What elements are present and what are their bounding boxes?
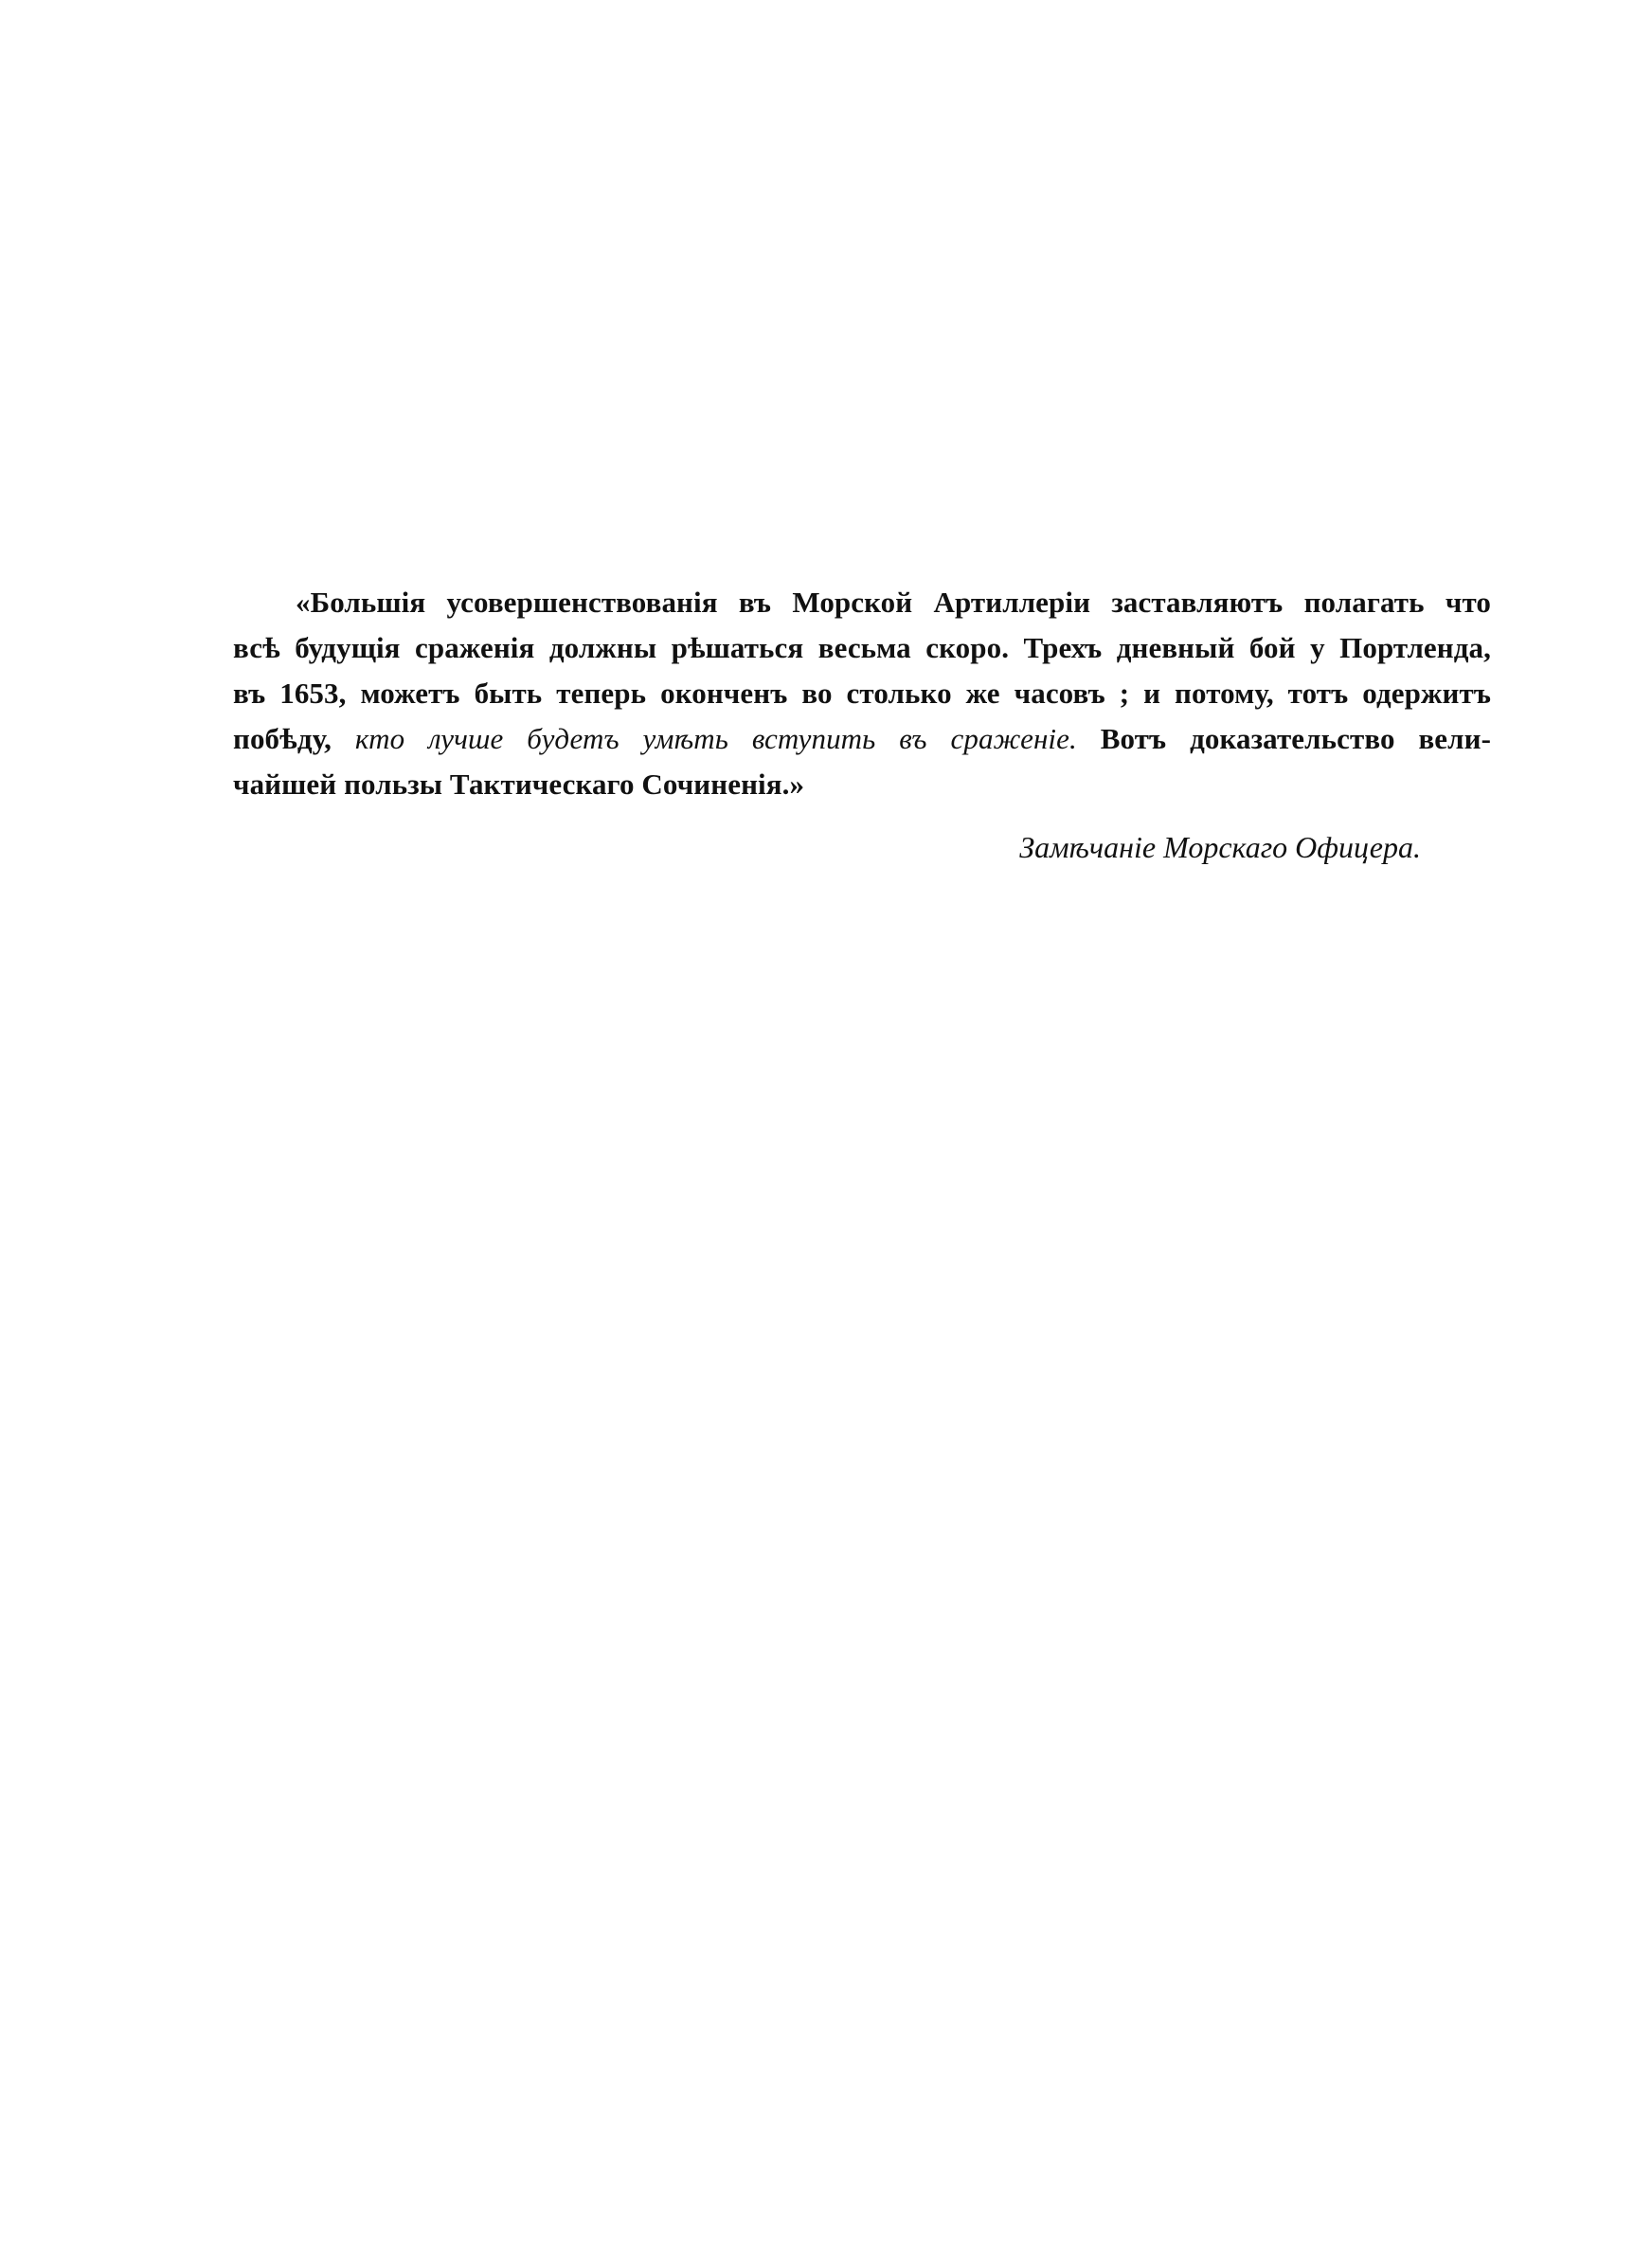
epigraph-quote [233, 580, 1491, 807]
quote-line-1: «Большія усовершенствованія въ Морской Артиллеріи заставляютъ полагать что [296, 586, 1491, 619]
quote-line-4-end: Вотъ доказательство вели- [1076, 722, 1492, 755]
quote-italic-phrase: кто лучше будетъ умѣть вступить въ сраженіе. [354, 722, 1077, 755]
quote-line-4-start: побѣду, [233, 722, 355, 755]
quote-line-3: въ 1653, можетъ быть теперь оконченъ во столько же часовъ ; и потому, тотъ одержитъ [233, 677, 1491, 710]
quote-line-2: всѣ будущія сраженія должны рѣшаться весьма скоро. Трехъ дневный бой у Портленда, [233, 631, 1491, 664]
quote-attribution: Замѣчаніе Морскаго Офицера. [1019, 830, 1421, 864]
quote-line-4 [233, 716, 1491, 762]
quote-line-5: чайшей пользы Тактическаго Сочиненія.» [233, 767, 805, 801]
